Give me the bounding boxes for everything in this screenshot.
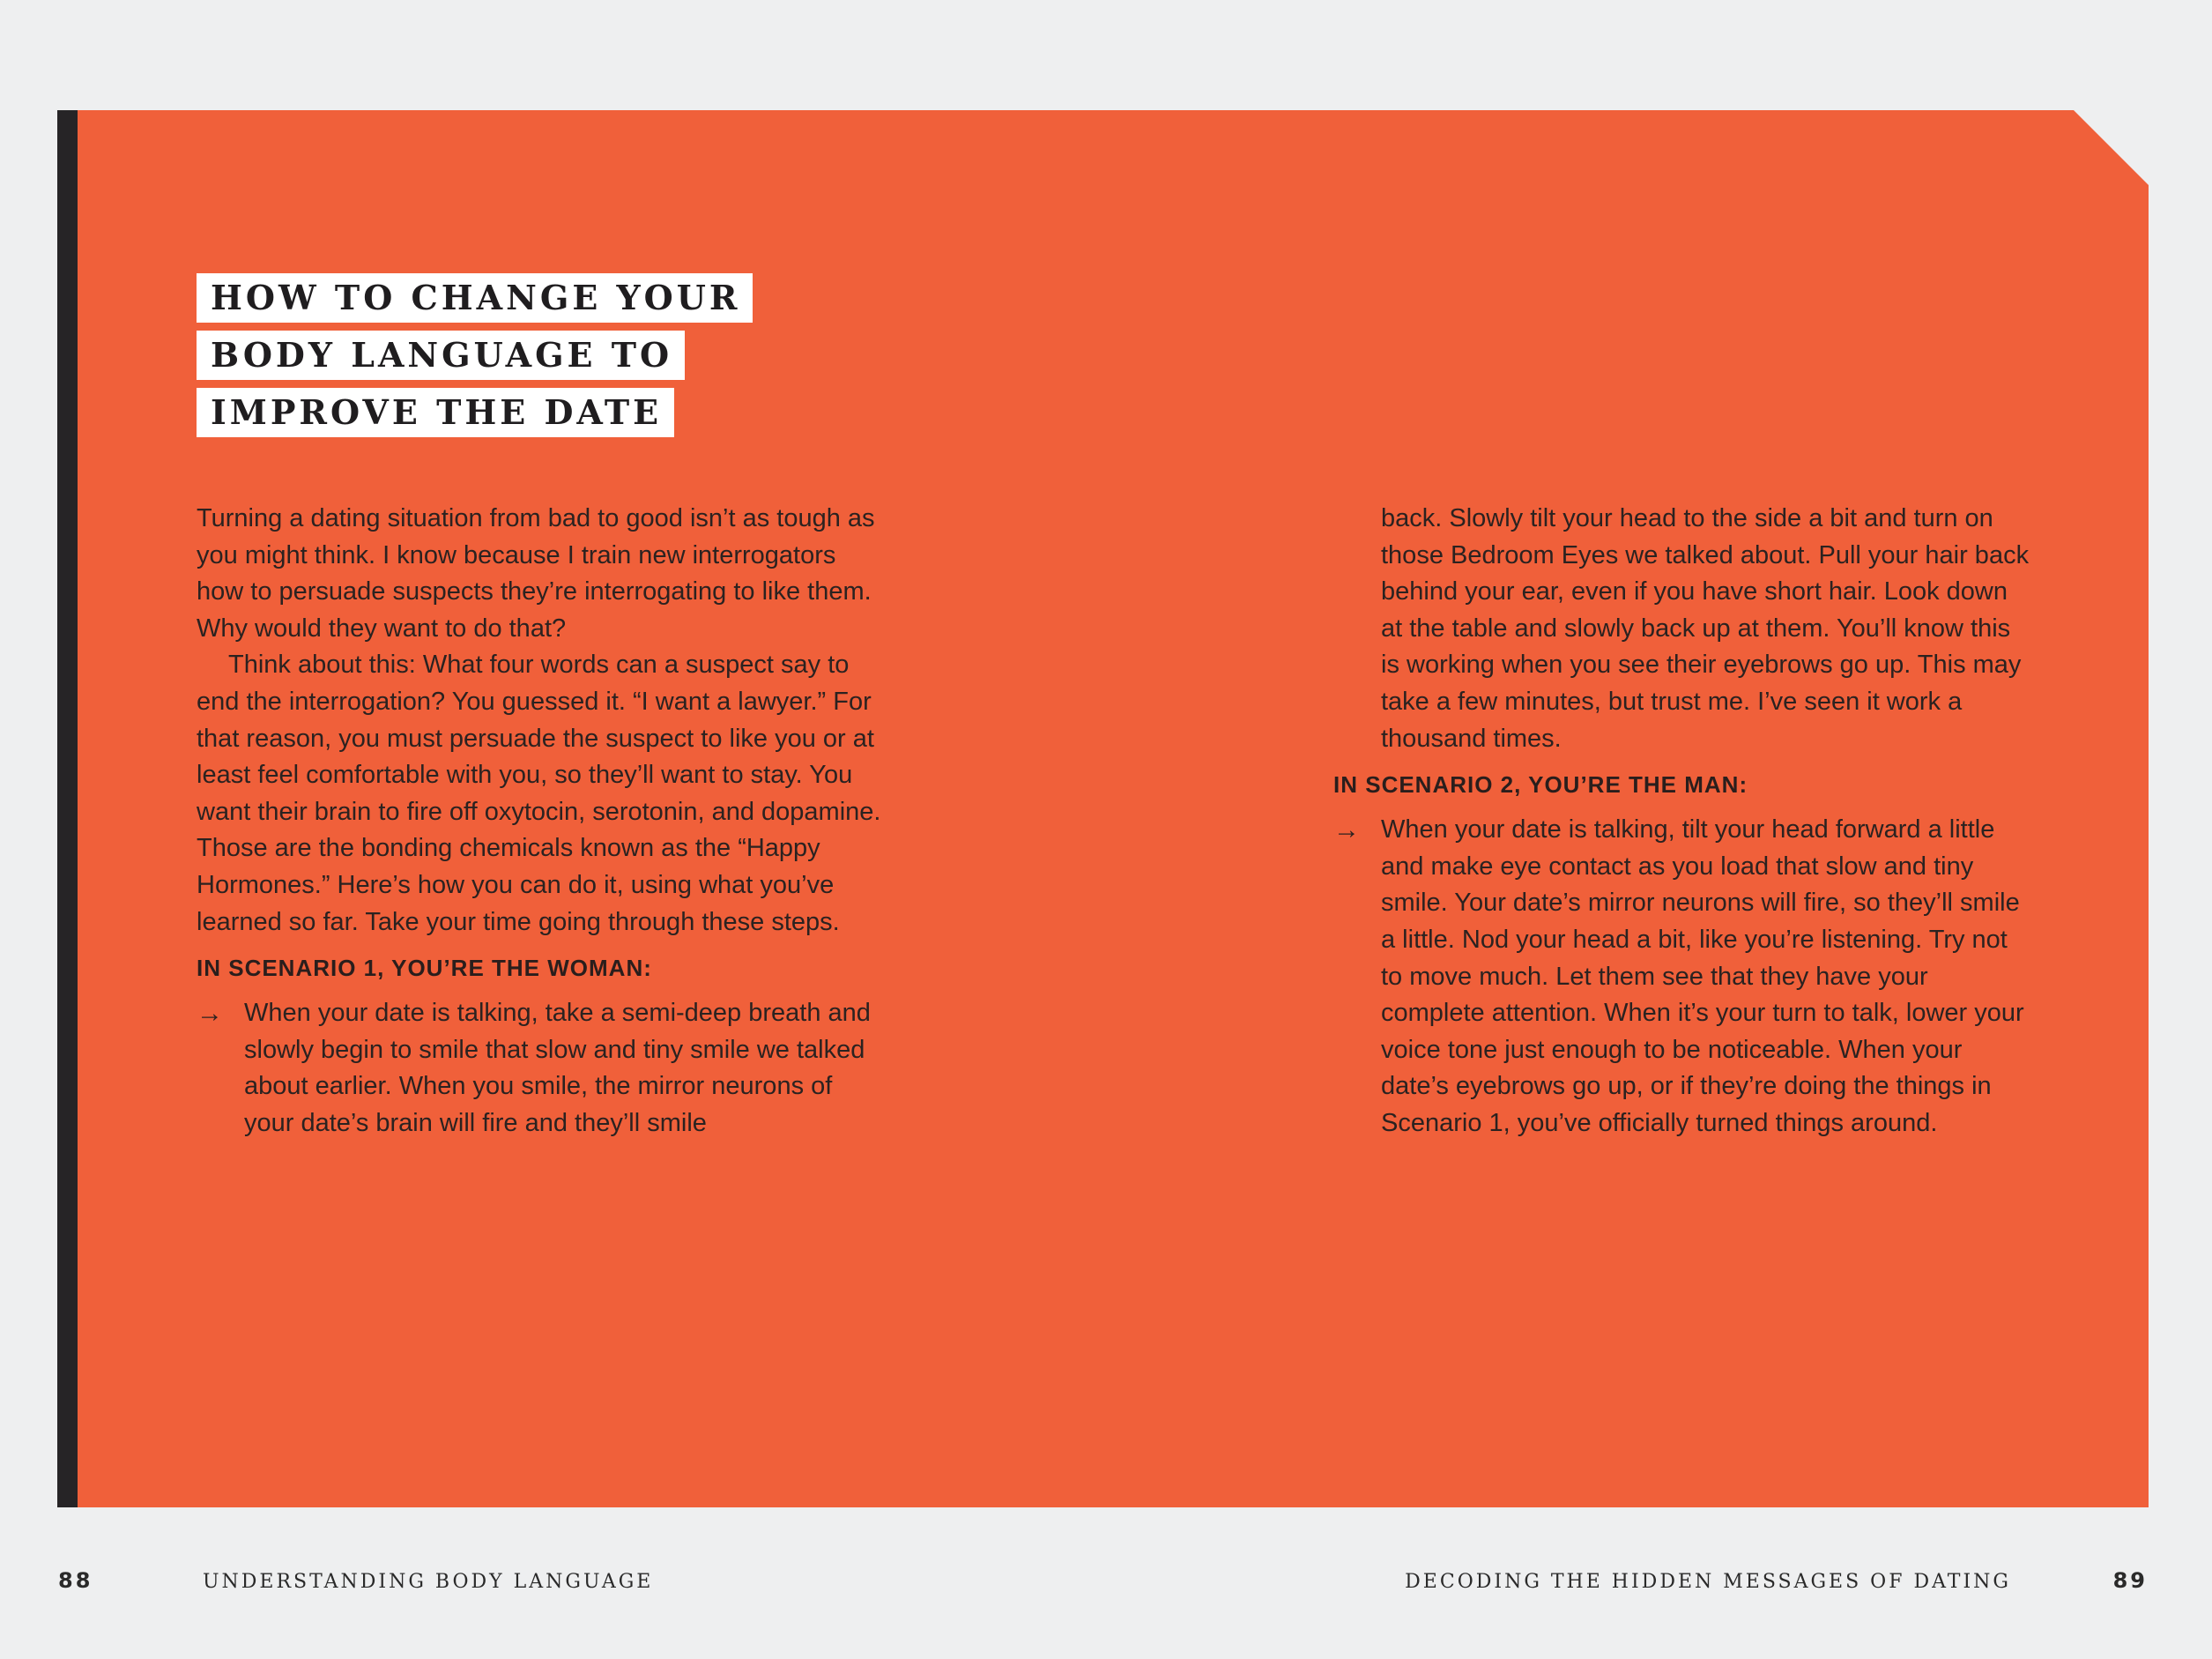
right-column [1333,501,2030,1142]
title-line-2: BODY LANGUAGE TO [197,331,685,380]
scenario-1-heading: IN SCENARIO 1, YOU’RE THE WOMAN: [197,955,652,982]
arrow-right-icon: → [1333,815,1360,845]
right-running-head: DECODING THE HIDDEN MESSAGES OF DATING [1405,1571,2011,1593]
spine-bar [57,110,78,1507]
scenario-1-continued: back. Slowly tilt your head to the side a bit and turn on those Bedroom Eyes we talked about. Pull your hair back behind your ear, even if you have short hair. Look down at the table and slowly back up at them. You’ll know this is working when you see their eyebrows go up. This may take a few minutes, but trust me. I’ve seen it work a thousand times. [1381,504,2030,753]
scenario-2-bullet-text: When your date is talking, tilt your head forward a little and make eye contact as you load that slow and tiny smile. Your date’s mirror neurons will fire, so they’ll smile a little. Nod your head a bit, like you’re listening. Try not to move much. Let them see that they have your complete attention. When it’s your turn to talk, lower your voice tone just enough to be noticeable. When your date’s eyebrows go up, or if they’re doing the things in Scenario 1, you’ve officially turned things around. [1381,815,2024,1137]
left-running-head: UNDERSTANDING BODY LANGUAGE [203,1571,654,1593]
title-line-1: HOW TO CHANGE YOUR [197,273,753,323]
interrogation-paragraph: Think about this: What four words can a suspect say to end the interrogation? You guessed it. “I want a lawyer.” For that reason, you must persuade the suspect to like you or at least feel comfortable with you, so they’ll want to stay. You want their brain to fire off oxytocin, serotonin, and dopamine. Those are the bonding chemicals known as the “Happy Hormones.” Here’s how you can do it, using what you’ve learned so far. Take your time going through these steps. [197,651,881,936]
scenario-1-bullet [197,995,884,1142]
scenario-2-bullet [1333,812,2030,1142]
arrow-right-icon: → [197,999,223,1029]
left-page-number: 88 [58,1568,93,1593]
left-column [197,501,884,1142]
scenario-2-heading: IN SCENARIO 2, YOU’RE THE MAN: [1333,771,1748,799]
intro-paragraph: Turning a dating situation from bad to good isn’t as tough as you might think. I know because I train new interrogators how to persuade suspects they’re interrogating to like them. Why would they want to do that? [197,504,875,643]
scenario-1-bullet-text: When your date is talking, take a semi-deep breath and slowly begin to smile that slow and tiny smile we talked about earlier. When you smile, the mirror neurons of your date’s brain will fire and they’ll smile [244,999,871,1137]
right-page-number: 89 [2112,1568,2148,1593]
feature-title [197,273,753,445]
title-line-3: IMPROVE THE DATE [197,388,674,437]
